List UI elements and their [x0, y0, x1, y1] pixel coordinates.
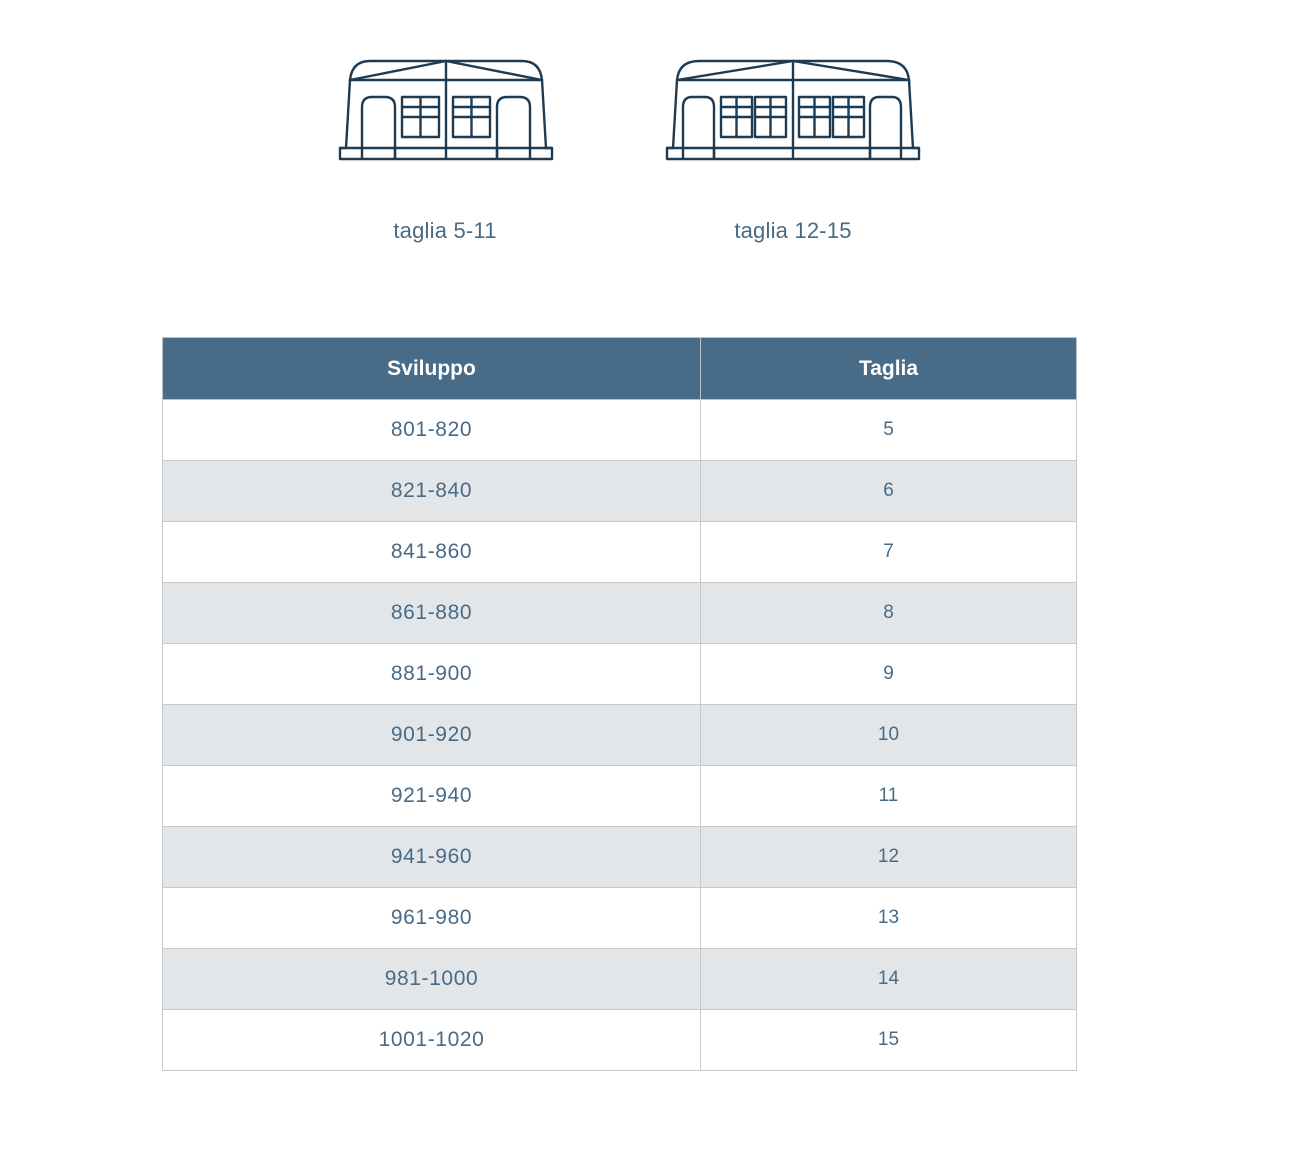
sviluppo-cell: 941-960: [163, 827, 701, 888]
sviluppo-cell: 901-920: [163, 705, 701, 766]
table-row: [163, 461, 1077, 522]
table-row: [163, 583, 1077, 644]
table-row: [163, 766, 1077, 827]
taglia-cell: 7: [701, 522, 1077, 583]
sviluppo-cell: 881-900: [163, 644, 701, 705]
taglia-cell: 12: [701, 827, 1077, 888]
sviluppo-cell: 1001-1020: [163, 1010, 701, 1071]
taglia-cell: 5: [701, 400, 1077, 461]
table-header-row: [163, 338, 1077, 400]
header-sviluppo: Sviluppo: [163, 338, 701, 400]
taglia-cell: 8: [701, 583, 1077, 644]
table-row: [163, 522, 1077, 583]
sviluppo-cell: 821-840: [163, 461, 701, 522]
tent-large-icon: [665, 55, 921, 165]
table-row: [163, 888, 1077, 949]
header-taglia: Taglia: [701, 338, 1077, 400]
table-body: [163, 400, 1077, 1071]
sviluppo-cell: 841-860: [163, 522, 701, 583]
table-row: [163, 644, 1077, 705]
taglia-cell: 14: [701, 949, 1077, 1010]
table-row: [163, 1010, 1077, 1071]
sviluppo-cell: 981-1000: [163, 949, 701, 1010]
caption-small-tent: taglia 5-11: [393, 218, 497, 243]
taglia-cell: 10: [701, 705, 1077, 766]
tent-small-icon: [338, 55, 554, 165]
caption-large-tent: taglia 12-15: [734, 218, 852, 243]
sviluppo-cell: 961-980: [163, 888, 701, 949]
table-row: [163, 949, 1077, 1010]
sviluppo-cell: 801-820: [163, 400, 701, 461]
sviluppo-cell: 861-880: [163, 583, 701, 644]
taglia-cell: 15: [701, 1010, 1077, 1071]
table-row: [163, 827, 1077, 888]
taglia-cell: 9: [701, 644, 1077, 705]
table-row: [163, 400, 1077, 461]
taglia-cell: 13: [701, 888, 1077, 949]
table-row: [163, 705, 1077, 766]
taglia-cell: 11: [701, 766, 1077, 827]
size-table: [162, 337, 1077, 1071]
sviluppo-cell: 921-940: [163, 766, 701, 827]
taglia-cell: 6: [701, 461, 1077, 522]
